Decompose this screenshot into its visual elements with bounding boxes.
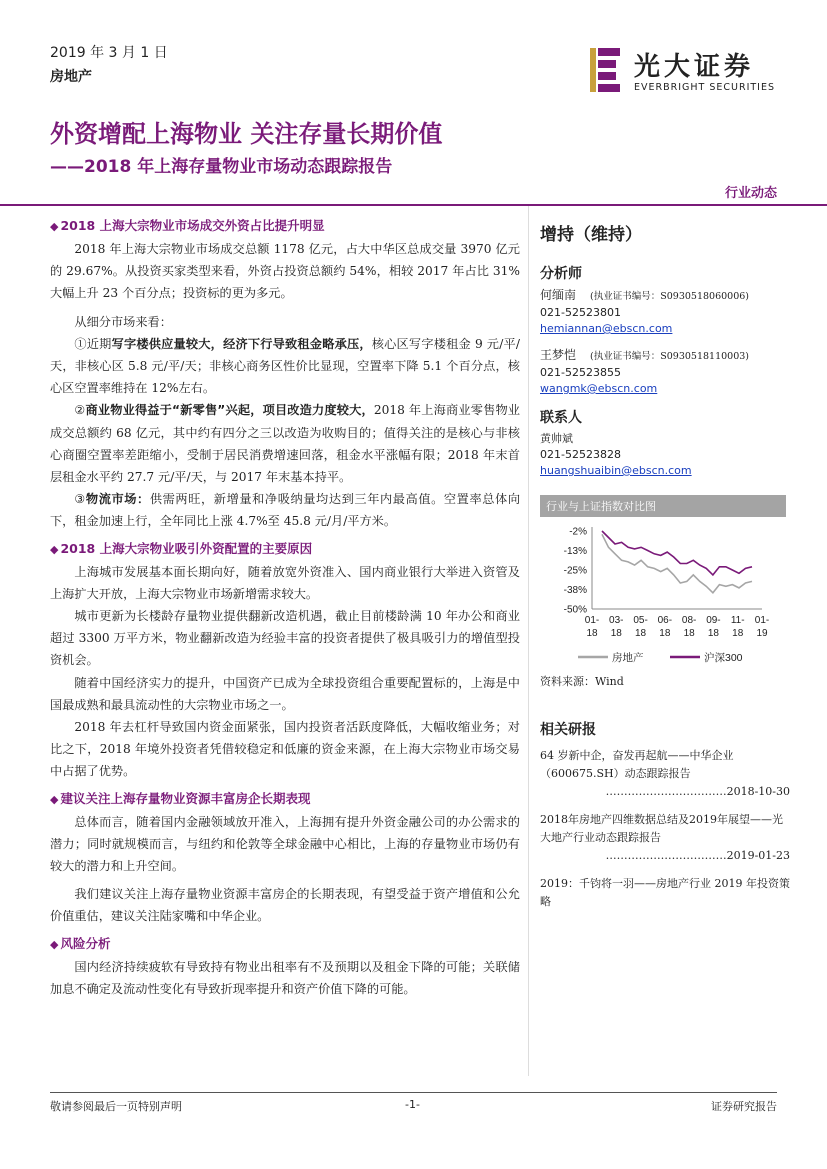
related-reports-heading: 相关研报 bbox=[540, 722, 596, 738]
x-tick-label: 18 bbox=[586, 628, 598, 639]
diamond-bullet-icon: ◆ bbox=[50, 220, 59, 233]
x-tick-label: 18 bbox=[610, 628, 622, 639]
y-tick-label: -38% bbox=[563, 585, 587, 596]
x-tick-label: 18 bbox=[635, 628, 647, 639]
x-tick-label: 08- bbox=[681, 615, 697, 626]
logo-chinese-name: 光大证券 bbox=[634, 52, 755, 82]
footer-divider bbox=[50, 1092, 777, 1093]
logo-english-name: EVERBRIGHT SECURITIES bbox=[634, 82, 776, 93]
contact-email-link[interactable]: huangshuaibin@ebscn.com bbox=[540, 464, 692, 477]
paragraph: ③物流市场：供需两旺，新增量和净吸纳量均达到三年内最高值。空置率总体向下，租金加速上行，全年同比上涨 4.7%至 45.8 元/月/平方米。 bbox=[50, 492, 521, 529]
paragraph: 2018 年上海大宗物业市场成交总额 1178 亿元，占大中华区总成交量 3970 亿元的 29.67%。从投资买家类型来看，外资占投资总额约 54%，相较 2017 年占比 31%大幅上升 23 个百分点；投资标的更为多元。 bbox=[50, 242, 520, 301]
related-report-title: 2018年房地产四维数据总结及2019年展望——光大地产行业动态跟踪报告 bbox=[540, 813, 783, 844]
y-tick-label: -50% bbox=[563, 604, 587, 616]
section-heading: ◆ 2018 上海大宗物业市场成交外资占比提升明显 bbox=[50, 218, 325, 233]
series-line-real-estate bbox=[602, 534, 752, 593]
document-type: 行业动态 bbox=[724, 186, 777, 201]
chart-source: 资料来源：Wind bbox=[540, 675, 624, 688]
paragraph: 从细分市场来看： bbox=[74, 314, 172, 329]
analyst-card bbox=[540, 347, 790, 397]
x-tick-label: 18 bbox=[683, 628, 695, 639]
section-heading: ◆ 建议关注上海存量物业资源丰富房企长期表现 bbox=[50, 790, 311, 806]
section-heading: ◆ 风险分析 bbox=[50, 935, 111, 951]
column-divider bbox=[528, 206, 529, 1076]
y-tick-label: -13% bbox=[563, 546, 587, 557]
y-tick-label: -25% bbox=[563, 565, 587, 577]
diamond-bullet-icon: ◆ bbox=[50, 792, 59, 806]
x-tick-label: 19 bbox=[756, 628, 768, 639]
page-number: -1- bbox=[405, 1098, 420, 1111]
report-title: 外资增配上海物业 关注存量长期价值 bbox=[50, 120, 443, 148]
related-report-date: ……………………………2018-10-30 bbox=[605, 785, 790, 798]
contact-card bbox=[540, 431, 790, 479]
sector-label: 房地产 bbox=[50, 69, 92, 85]
x-tick-label: 03- bbox=[609, 615, 624, 626]
x-tick-label: 18 bbox=[659, 628, 671, 639]
related-report-item[interactable] bbox=[540, 747, 790, 801]
legend-label: 沪深300 bbox=[704, 652, 743, 664]
series-line-hs300 bbox=[602, 531, 752, 575]
x-tick-label: 05- bbox=[633, 615, 648, 626]
header-divider bbox=[0, 204, 827, 206]
related-report-item[interactable] bbox=[540, 875, 790, 911]
x-tick-label: 18 bbox=[707, 628, 719, 639]
paragraph: 2018 年去杠杆导致国内资金面紧张，国内投资者活跃度降低，大幅收缩业务；对比之下，2018 年境外投资者凭借较稳定和低廉的资金来源，在上海大宗物业市场交易中占据了优势。 bbox=[50, 720, 520, 779]
analyst-email-link[interactable]: hemiannan@ebscn.com bbox=[540, 322, 673, 335]
report-date: 2019 年 3 月 1 日 bbox=[50, 45, 168, 61]
related-report-date: ……………………………2019-01-23 bbox=[605, 849, 790, 862]
index-comparison-chart bbox=[540, 495, 786, 689]
related-report-item[interactable] bbox=[540, 811, 790, 865]
paragraph: 总体而言，随着国内金融领域放开准入，上海拥有提升外资金融公司的办公需求的潜力；同时就规模而言，与纽约和伦敦等全球金融中心相比，上海的存量物业市场仍有较大的潜力和上升空间。 bbox=[50, 814, 520, 874]
analyst-license: (执业证书编号：S0930518060006) bbox=[590, 291, 750, 302]
paragraph: ①近期写字楼供应量较大，经济下行导致租金略承压，核心区写字楼租金 9 元/平/天，非核心区 5.8 元/平/天；非核心商务区性价比显现，空置率下降 5.1 个百分点，核心区空置率维持在 12%左右。 bbox=[50, 336, 520, 396]
related-report-title: 64 岁新中企，奋发再起航——中华企业（600675.SH）动态跟踪报告 bbox=[540, 749, 734, 780]
diamond-bullet-icon: ◆ bbox=[50, 542, 59, 556]
analyst-license: (执业证书编号：S0930518110003) bbox=[590, 351, 750, 362]
contact-name: 黄帅斌 bbox=[540, 432, 573, 445]
y-tick-label: -2% bbox=[569, 526, 587, 538]
x-tick-label: 06- bbox=[657, 615, 673, 626]
footer-report-type: 证券研究报告 bbox=[711, 1100, 777, 1113]
analyst-phone: 021-52523855 bbox=[540, 366, 621, 379]
analyst-name: 何缅南 bbox=[540, 288, 577, 302]
paragraph: ②商业物业得益于“新零售”兴起，项目改造力度较大，2018 年上海商业零售物业成交总额约 68 亿元，其中约有四分之三以改造为收购目的；值得关注的是核心与非核心商圈空置率差距缩小，受制于居民消费增速回落，租金水平涨幅有限；2018 年末首层租金水平约 27.7 元/平/天，与 2017 年末基本持平。 bbox=[50, 403, 520, 485]
chart-title: 行业与上证指数对比图 bbox=[540, 495, 786, 517]
x-tick-label: 18 bbox=[732, 628, 744, 639]
brand-logo bbox=[588, 44, 778, 100]
analyst-card bbox=[540, 287, 790, 337]
main-content bbox=[50, 216, 520, 1000]
x-tick-label: 09- bbox=[706, 615, 721, 626]
paragraph: 上海城市发展基本面长期向好，随着放宽外资准入、国内商业银行大举进入资管及上海扩大开放，上海大宗物业市场新增需求较大。 bbox=[50, 564, 520, 601]
sidebar bbox=[540, 220, 790, 921]
contact-heading: 联系人 bbox=[540, 410, 582, 426]
analyst-name: 王梦恺 bbox=[540, 348, 577, 362]
paragraph: 国内经济持续疲软有导致持有物业出租率有不及预期以及租金下降的可能；关联储加息不确定及流动性变化有导致折现率提升和资产价值下降的可能。 bbox=[50, 959, 520, 996]
related-report-title: 2019：千钧将一羽——房地产行业 2019 年投资策略 bbox=[540, 877, 790, 908]
logo-mark-icon bbox=[588, 44, 624, 96]
x-tick-label: 01- bbox=[584, 615, 600, 626]
section-heading: ◆ 2018 上海大宗物业吸引外资配置的主要原因 bbox=[50, 540, 313, 556]
analyst-phone: 021-52523801 bbox=[540, 306, 621, 319]
paragraph: 随着中国经济实力的提升，中国资产已成为全球投资组合重要配置标的，上海是中国最成熟和最具流动性的大宗物业市场之一。 bbox=[50, 675, 520, 712]
paragraph: 我们建议关注上海存量物业资源丰富房企的长期表现，有望受益于资产增值和公允价值重估，建议关注陆家嘴和中华企业。 bbox=[50, 887, 520, 924]
footer-disclaimer: 敬请参阅最后一页特别声明 bbox=[50, 1100, 182, 1113]
analyst-heading: 分析师 bbox=[540, 266, 582, 282]
contact-phone: 021-52523828 bbox=[540, 448, 621, 461]
report-subtitle: ——2018 年上海存量物业市场动态跟踪报告 bbox=[50, 157, 393, 177]
x-tick-label: 01- bbox=[754, 615, 770, 626]
x-tick-label: 11- bbox=[730, 615, 745, 626]
paragraph: 城市更新为长楼龄存量物业提供翻新改造机遇，截止目前楼龄满 10 年办公和商业超过 3300 万平方米，物业翻新改造为经验丰富的投资者提供了极具吸引力的增值型投资机会。 bbox=[50, 609, 520, 668]
diamond-bullet-icon: ◆ bbox=[50, 937, 59, 951]
analyst-email-link[interactable]: wangmk@ebscn.com bbox=[540, 382, 658, 395]
rating: 增持（维持） bbox=[540, 225, 642, 245]
chart-plot bbox=[540, 517, 786, 667]
legend-label: 房地产 bbox=[612, 652, 644, 664]
